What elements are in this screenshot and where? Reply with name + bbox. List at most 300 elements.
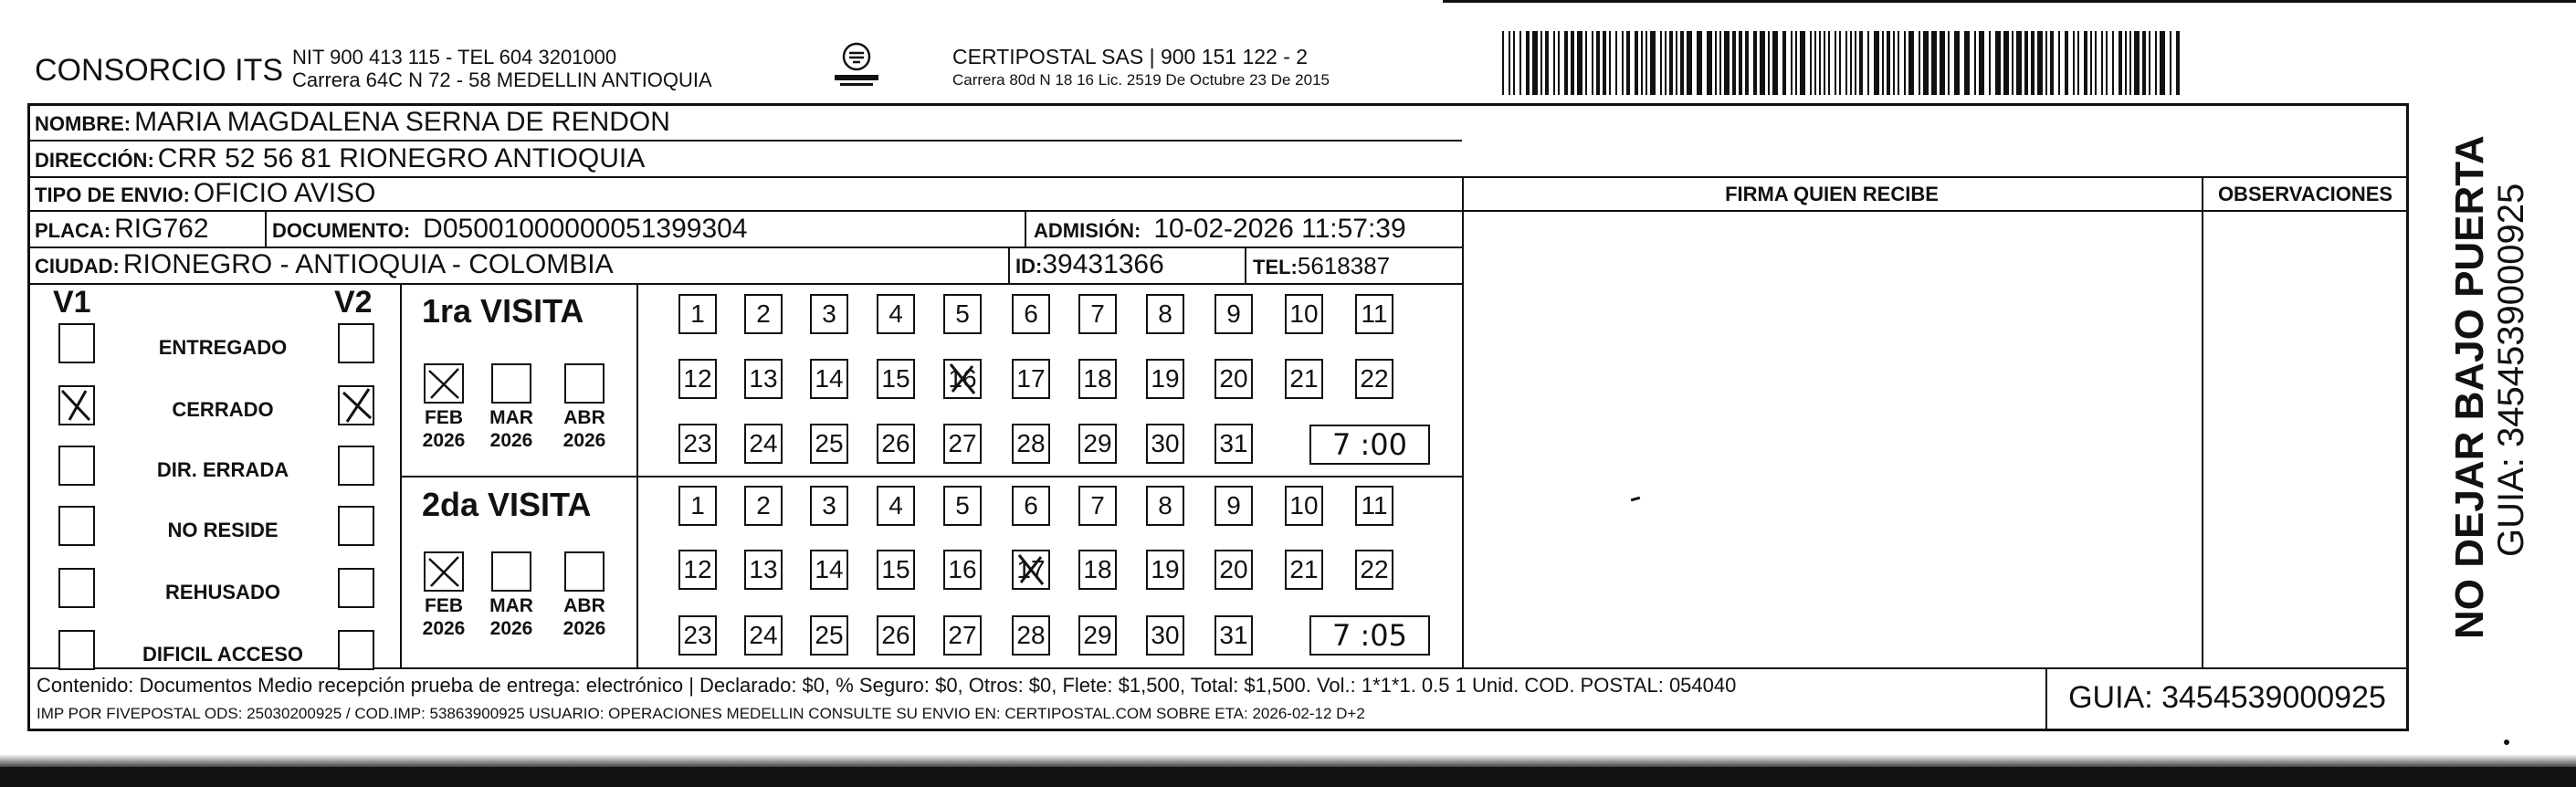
barcode-bar (2112, 31, 2114, 95)
visit2-day-27[interactable] (943, 615, 982, 656)
admision-row (1034, 214, 1406, 245)
visit2-day-28[interactable] (1012, 615, 1050, 656)
visit2-day-16[interactable] (943, 550, 982, 590)
visit1-day-label: 9 (1226, 299, 1241, 328)
tel-row (1253, 252, 1390, 280)
visit2-day-10[interactable] (1285, 486, 1323, 526)
visit1-day-30[interactable] (1146, 424, 1184, 464)
barcode-bar (1724, 31, 1730, 95)
barcode-bar (2003, 31, 2009, 95)
visit1-day-label: 29 (1083, 429, 1112, 457)
divider-placa-doc (265, 210, 267, 247)
documento-label: DOCUMENTO: (272, 219, 411, 242)
barcode-bar (2077, 31, 2079, 95)
visit1-day-label: 8 (1158, 299, 1172, 328)
reason-label-2: DIR. ERRADA (156, 458, 289, 481)
barcode-bar (2160, 31, 2165, 95)
visit1-day-label: 17 (1016, 364, 1046, 393)
visit2-day-18[interactable] (1078, 550, 1117, 590)
visit2-month-label-1 (488, 594, 535, 640)
visit1-month-name-1: MAR (489, 407, 533, 428)
v1-checkbox-2[interactable] (58, 446, 95, 486)
barcode-bar (2176, 31, 2180, 95)
visit2-month-label-2 (561, 594, 608, 640)
footer-content: Contenido: Documentos Medio recepción prueba de entrega: electrónico | Declarado: $0, % Seguro: $0, Otros: $0, Flete: $1,500, Total: $1,500. Vol.: 1*1*1. 0.5 1 Unid. COD. POSTAL: 054040 (37, 674, 1737, 697)
divider-id-tel (1245, 247, 1246, 283)
visit2-month-year-1: 2026 (489, 618, 533, 639)
barcode-bar (2050, 31, 2054, 95)
visit1-day-label: 25 (815, 429, 844, 457)
visit1-day-21[interactable] (1285, 359, 1323, 399)
barcode-bar (1989, 31, 1991, 95)
visit1-day-29[interactable] (1078, 424, 1117, 464)
visit2-day-5[interactable] (943, 486, 982, 526)
visit2-day-label: 30 (1151, 621, 1180, 649)
direccion-value: CRR 52 56 81 RIONEGRO ANTIOQUIA (157, 143, 646, 173)
reason-label-3: NO RESIDE (167, 519, 279, 541)
barcode-bar (1645, 31, 1647, 95)
ciudad-row (35, 249, 614, 280)
barcode-bar (1680, 31, 1684, 95)
barcode-bar (2125, 31, 2127, 95)
visit1-day-label: 18 (1083, 364, 1112, 393)
visit2-day-3[interactable] (810, 486, 848, 526)
divider-ciudad-id (1008, 247, 1010, 283)
reason-label-0: ENTREGADO (158, 336, 288, 359)
visit2-day-26[interactable] (877, 615, 915, 656)
barcode-bar (1650, 31, 1656, 95)
nombre-value: MARIA MAGDALENA SERNA DE RENDON (134, 107, 670, 137)
visit1-day-label: 1 (690, 299, 705, 328)
visit1-day-26[interactable] (877, 424, 915, 464)
visit2-day-11[interactable] (1355, 486, 1393, 526)
visit1-day-15[interactable] (877, 359, 915, 399)
visit2-month-label-0 (420, 594, 468, 640)
barcode-bar (1585, 31, 1587, 95)
visit1-month-name-0: FEB (425, 407, 463, 428)
visit1-day-4[interactable] (877, 294, 915, 334)
barcode-bar (2106, 31, 2108, 95)
visit2-day-label: 27 (948, 621, 977, 649)
visit2-day-label: 2 (756, 491, 771, 519)
barcode-bar (1919, 31, 1920, 95)
visit2-title: 2da VISITA (422, 486, 592, 523)
barcode-bar (1553, 31, 1555, 95)
barcode-bar (2170, 31, 2171, 95)
barcode-bar (2016, 31, 2022, 95)
v1-checkbox-1[interactable] (58, 385, 95, 425)
visit2-day-25[interactable] (810, 615, 848, 656)
reason-label-1: CERRADO (172, 398, 274, 421)
visit2-day-8[interactable] (1146, 486, 1184, 526)
visit1-day-5[interactable] (943, 294, 982, 334)
barcode-bar (1795, 31, 1797, 95)
barcode-bar (1532, 31, 1538, 95)
visit2-day-label: 18 (1083, 555, 1112, 583)
admision-label: ADMISIÓN: (1034, 219, 1141, 242)
visit2-day-4[interactable] (877, 486, 915, 526)
visit1-day-label: 24 (749, 429, 778, 457)
visit2-day-label: 23 (683, 621, 712, 649)
side-guia: GUIA: 3454539000925 (2491, 183, 2531, 557)
barcode-bar (1519, 31, 1521, 95)
visit2-day-17[interactable] (1012, 550, 1050, 590)
tel-label: TEL: (1253, 256, 1298, 278)
visit2-day-2[interactable] (744, 486, 783, 526)
barcode-bar (1995, 31, 2001, 95)
visit1-day-25[interactable] (810, 424, 848, 464)
visit2-day-29[interactable] (1078, 615, 1117, 656)
barcode-bar (1665, 31, 1667, 95)
barcode-bar (1660, 31, 1662, 95)
visit2-day-30[interactable] (1146, 615, 1184, 656)
v2-checkbox-5[interactable] (338, 630, 374, 670)
visit2-day-label: 15 (881, 555, 910, 583)
visit1-day-24[interactable] (744, 424, 783, 464)
barcode-bar (1635, 31, 1638, 95)
visit1-day-label: 4 (888, 299, 903, 328)
visit1-day-19[interactable] (1146, 359, 1184, 399)
visit2-day-label: 14 (815, 555, 844, 583)
visit2-day-20[interactable] (1214, 550, 1253, 590)
barcode-bar (1558, 31, 1560, 95)
barcode-bar (1760, 31, 1765, 95)
nombre-label: NOMBRE: (35, 112, 131, 135)
top-edge-line (1443, 0, 2576, 3)
admision-value: 10-02-2026 11:57:39 (1153, 214, 1406, 244)
ciudad-value: RIONEGRO - ANTIOQUIA - COLOMBIA (122, 249, 614, 279)
visit1-month-year-2: 2026 (563, 430, 606, 451)
visit1-day-label: 2 (756, 299, 771, 328)
bottom-edge-shade (0, 754, 2576, 767)
barcode-bar (2129, 31, 2131, 95)
reason-label-4: REHUSADO (165, 581, 280, 603)
barcode-bar (1745, 31, 1749, 95)
barcode-bar (2012, 31, 2013, 95)
barcode-bar (1839, 31, 1841, 95)
nombre-row (35, 107, 670, 138)
divider-left-sign (1462, 176, 1464, 667)
visit1-day-1[interactable] (678, 294, 717, 334)
visit2-day-21[interactable] (1285, 550, 1323, 590)
visit1-day-label: 30 (1151, 429, 1180, 457)
barcode-bar (1526, 31, 1530, 95)
visit1-day-23[interactable] (678, 424, 717, 464)
visit1-day-label: 13 (749, 364, 778, 393)
visit2-day-label: 29 (1083, 621, 1112, 649)
visit2-day-label: 22 (1360, 555, 1389, 583)
firma-header: FIRMA QUIEN RECIBE (1725, 183, 1939, 205)
v2-checkbox-3[interactable] (338, 506, 374, 546)
tipo-value: OFICIO AVISO (193, 178, 376, 208)
company-name: CONSORCIO ITS (35, 53, 284, 88)
visit1-day-label: 27 (948, 429, 977, 457)
barcode-bar (1923, 31, 1929, 95)
visit1-month-name-2: ABR (563, 407, 605, 428)
visit1-day-label: 15 (881, 364, 910, 393)
barcode-bar (1641, 31, 1643, 95)
visit2-day-label: 8 (1158, 491, 1172, 519)
visit2-month-box-1[interactable] (491, 551, 531, 592)
barcode-bar (2142, 31, 2146, 95)
barcode-bar (1622, 31, 1624, 95)
visit1-day-label: 16 (948, 364, 977, 393)
visit1-day-label: 11 (1361, 299, 1388, 328)
visit2-day-6[interactable] (1012, 486, 1050, 526)
visit1-day-18[interactable] (1078, 359, 1117, 399)
barcode-bar (2037, 31, 2043, 95)
divider-row4 (27, 247, 1462, 248)
barcode-bar (1931, 31, 1937, 95)
barcode-bar (1800, 31, 1805, 95)
divider-sign-header (1462, 210, 2409, 212)
barcode-bar (1882, 31, 1884, 95)
visit2-day-19[interactable] (1146, 550, 1184, 590)
barcode-bar (2024, 31, 2028, 95)
barcode-bar (1904, 31, 1906, 95)
barcode-bar (1819, 31, 1821, 95)
visit1-day-label: 7 (1090, 299, 1105, 328)
barcode-bar (1669, 31, 1673, 95)
visit2-month-year-0: 2026 (422, 618, 466, 639)
visit2-day-24[interactable] (744, 615, 783, 656)
v1-checkbox-0[interactable] (58, 323, 95, 363)
barcode-bar (1753, 31, 1757, 95)
barcode-bar (1615, 31, 1617, 95)
barcode-bar (1824, 31, 1825, 95)
tel-value: 5618387 (1297, 252, 1391, 279)
visit2-month-name-0: FEB (425, 595, 463, 616)
v2-checkbox-1[interactable] (338, 385, 374, 425)
barcode-bar (1791, 31, 1793, 95)
visit2-day-31[interactable] (1214, 615, 1253, 656)
barcode-bar (1772, 31, 1778, 95)
visit2-day-label: 11 (1361, 491, 1388, 519)
barcode-bar (1564, 31, 1568, 95)
v2-checkbox-0[interactable] (338, 323, 374, 363)
barcode-bar (1592, 31, 1593, 95)
visit2-day-label: 12 (683, 555, 712, 583)
barcode-bar (1676, 31, 1677, 95)
barcode-bar (2134, 31, 2140, 95)
barcode-bar (1571, 31, 1574, 95)
visit2-day-label: 24 (749, 621, 778, 649)
barcode-bar (2084, 31, 2087, 95)
visit2-day-label: 3 (822, 491, 836, 519)
barcode-bar (1855, 31, 1856, 95)
visit1-day-17[interactable] (1012, 359, 1050, 399)
barcode-bar (1874, 31, 1879, 95)
visit2-day-14[interactable] (810, 550, 848, 590)
barcode-bar (1513, 31, 1515, 95)
visit2-day-label: 13 (749, 555, 778, 583)
visit1-day-14[interactable] (810, 359, 848, 399)
bottom-edge (0, 765, 2576, 787)
visit1-month-label-2 (561, 406, 608, 452)
barcode-bar (1707, 31, 1712, 95)
barcode-bar (1687, 31, 1692, 95)
ciudad-label: CIUDAD: (35, 255, 120, 278)
id-row (1015, 249, 1164, 280)
v1-checkbox-4[interactable] (58, 568, 95, 608)
visit1-month-box-0[interactable] (424, 363, 464, 404)
visit1-day-10[interactable] (1285, 294, 1323, 334)
visit1-title: 1ra VISITA (422, 292, 584, 330)
visit2-month-year-2: 2026 (563, 618, 606, 639)
visit2-time[interactable]: 7 :05 (1309, 615, 1430, 656)
visit2-day-label: 25 (815, 621, 844, 649)
placa-value: RIG762 (114, 214, 209, 244)
visit2-day-label: 10 (1289, 491, 1319, 519)
visit1-day-label: 3 (822, 299, 836, 328)
v1-label: V1 (53, 285, 91, 320)
barcode-bar (1835, 31, 1836, 95)
barcode-bar (1545, 31, 1549, 95)
visit2-day-22[interactable] (1355, 550, 1393, 590)
visit1-day-label: 20 (1219, 364, 1248, 393)
id-value: 39431366 (1042, 249, 1164, 279)
v2-checkbox-4[interactable] (338, 568, 374, 608)
visit2-month-box-2[interactable] (564, 551, 605, 592)
barcode-bar (2065, 31, 2068, 95)
barcode-bar (1609, 31, 1611, 95)
visit2-day-label: 5 (955, 491, 970, 519)
id-label: ID: (1015, 255, 1043, 278)
barcode-bar (1979, 31, 1984, 95)
barcode-bar (2095, 31, 2097, 95)
visit2-day-label: 1 (690, 491, 705, 519)
direccion-row (35, 143, 645, 174)
side-no-dejar: NO DEJAR BAJO PUERTA (2447, 135, 2492, 639)
visit2-day-15[interactable] (877, 550, 915, 590)
placa-label: PLACA: (35, 219, 111, 242)
v1-checkbox-5[interactable] (58, 630, 95, 670)
visit2-day-label: 6 (1024, 491, 1038, 519)
barcode-bar (1577, 31, 1582, 95)
visit1-month-box-2[interactable] (564, 363, 605, 404)
visit1-day-7[interactable] (1078, 294, 1117, 334)
visit2-day-23[interactable] (678, 615, 717, 656)
visit2-day-13[interactable] (744, 550, 783, 590)
visit1-day-11[interactable] (1355, 294, 1393, 334)
barcode-bar (1964, 31, 1970, 95)
visit2-month-name-1: MAR (489, 595, 533, 616)
visit1-month-year-0: 2026 (422, 430, 466, 451)
divider-row5 (27, 283, 1462, 285)
visit2-day-label: 17 (1016, 555, 1046, 583)
barcode-bar (1845, 31, 1847, 95)
visit1-day-label: 12 (683, 364, 712, 393)
barcode-bar (1859, 31, 1863, 95)
visit1-day-20[interactable] (1214, 359, 1253, 399)
barcode-bar (1502, 31, 1504, 95)
direccion-label: DIRECCIÓN: (35, 149, 154, 172)
visit2-day-label: 31 (1219, 621, 1248, 649)
v2-label: V2 (334, 285, 373, 320)
barcode-bar (1898, 31, 1899, 95)
visit1-day-12[interactable] (678, 359, 717, 399)
barcode-bar (1954, 31, 1960, 95)
visit2-day-9[interactable] (1214, 486, 1253, 526)
visit1-day-label: 6 (1024, 299, 1038, 328)
barcode-bar (2073, 31, 2075, 95)
visit2-day-label: 4 (888, 491, 903, 519)
visit2-day-label: 20 (1219, 555, 1248, 583)
visit1-day-22[interactable] (1355, 359, 1393, 399)
visit1-day-13[interactable] (744, 359, 783, 399)
certipostal-logo (831, 40, 882, 91)
visit1-day-3[interactable] (810, 294, 848, 334)
barcode-bar (1828, 31, 1830, 95)
visit1-day-8[interactable] (1146, 294, 1184, 334)
visit2-day-7[interactable] (1078, 486, 1117, 526)
carrier-nit: CERTIPOSTAL SAS | 900 151 122 - 2 (952, 45, 1309, 68)
visit1-day-16[interactable] (943, 359, 982, 399)
barcode-bar (1908, 31, 1914, 95)
visit1-day-6[interactable] (1012, 294, 1050, 334)
visit2-day-label: 9 (1226, 491, 1241, 519)
barcode-bar (1697, 31, 1702, 95)
barcode-bar (1732, 31, 1736, 95)
visit1-month-label-0 (420, 406, 468, 452)
barcode-bar (1850, 31, 1852, 95)
visit1-day-label: 5 (955, 299, 970, 328)
tipo-row (35, 178, 375, 209)
divider-footer (27, 667, 2409, 669)
visit1-day-28[interactable] (1012, 424, 1050, 464)
visit2-day-1[interactable] (678, 486, 717, 526)
barcode-bar (1540, 31, 1542, 95)
barcode-bar (1887, 31, 1890, 95)
reason-label-5: DIFICIL ACCESO (142, 643, 303, 666)
visit1-day-label: 31 (1219, 429, 1248, 457)
barcode-bar (1719, 31, 1721, 95)
visit2-month-box-0[interactable] (424, 551, 464, 592)
divider-visits (400, 476, 1462, 477)
visit2-day-12[interactable] (678, 550, 717, 590)
tipo-label: TIPO DE ENVIO: (35, 184, 190, 206)
divider-row1 (27, 140, 1462, 142)
v1-checkbox-3[interactable] (58, 506, 95, 546)
observaciones-header: OBSERVACIONES (2217, 183, 2393, 205)
visit1-day-27[interactable] (943, 424, 982, 464)
barcode-bar (1940, 31, 1945, 95)
divider-sign-obs (2202, 176, 2203, 667)
right-dot (2504, 740, 2509, 745)
divider-row3 (27, 210, 1462, 212)
barcode-bar (1509, 31, 1510, 95)
barcode-bar (1948, 31, 1950, 95)
barcode-bar (2058, 31, 2060, 95)
barcode-bar (2045, 31, 2047, 95)
barcode-bar (2090, 31, 2092, 95)
visit1-day-label: 26 (881, 429, 910, 457)
visit1-month-label-1 (488, 406, 535, 452)
visit1-day-label: 22 (1360, 364, 1389, 393)
visit1-day-9[interactable] (1214, 294, 1253, 334)
barcode-bar (1768, 31, 1770, 95)
visit1-time[interactable]: 7 :00 (1309, 425, 1430, 465)
visit1-day-31[interactable] (1214, 424, 1253, 464)
visit1-day-2[interactable] (744, 294, 783, 334)
visit2-day-label: 28 (1016, 621, 1046, 649)
v2-checkbox-2[interactable] (338, 446, 374, 486)
footer-imp: IMP POR FIVEPOSTAL ODS: 25030200925 / COD.IMP: 53863900925 USUARIO: OPERACIONES MEDELLIN CONSULTE SU ENVIO EN: CERTIPOSTAL.COM SOBRE ETA: 2026-02-12 D+2 (37, 705, 1365, 722)
visit1-month-box-1[interactable] (491, 363, 531, 404)
visit2-month-name-2: ABR (563, 595, 605, 616)
visit1-day-label: 21 (1289, 364, 1319, 393)
visit1-day-label: 28 (1016, 429, 1046, 457)
